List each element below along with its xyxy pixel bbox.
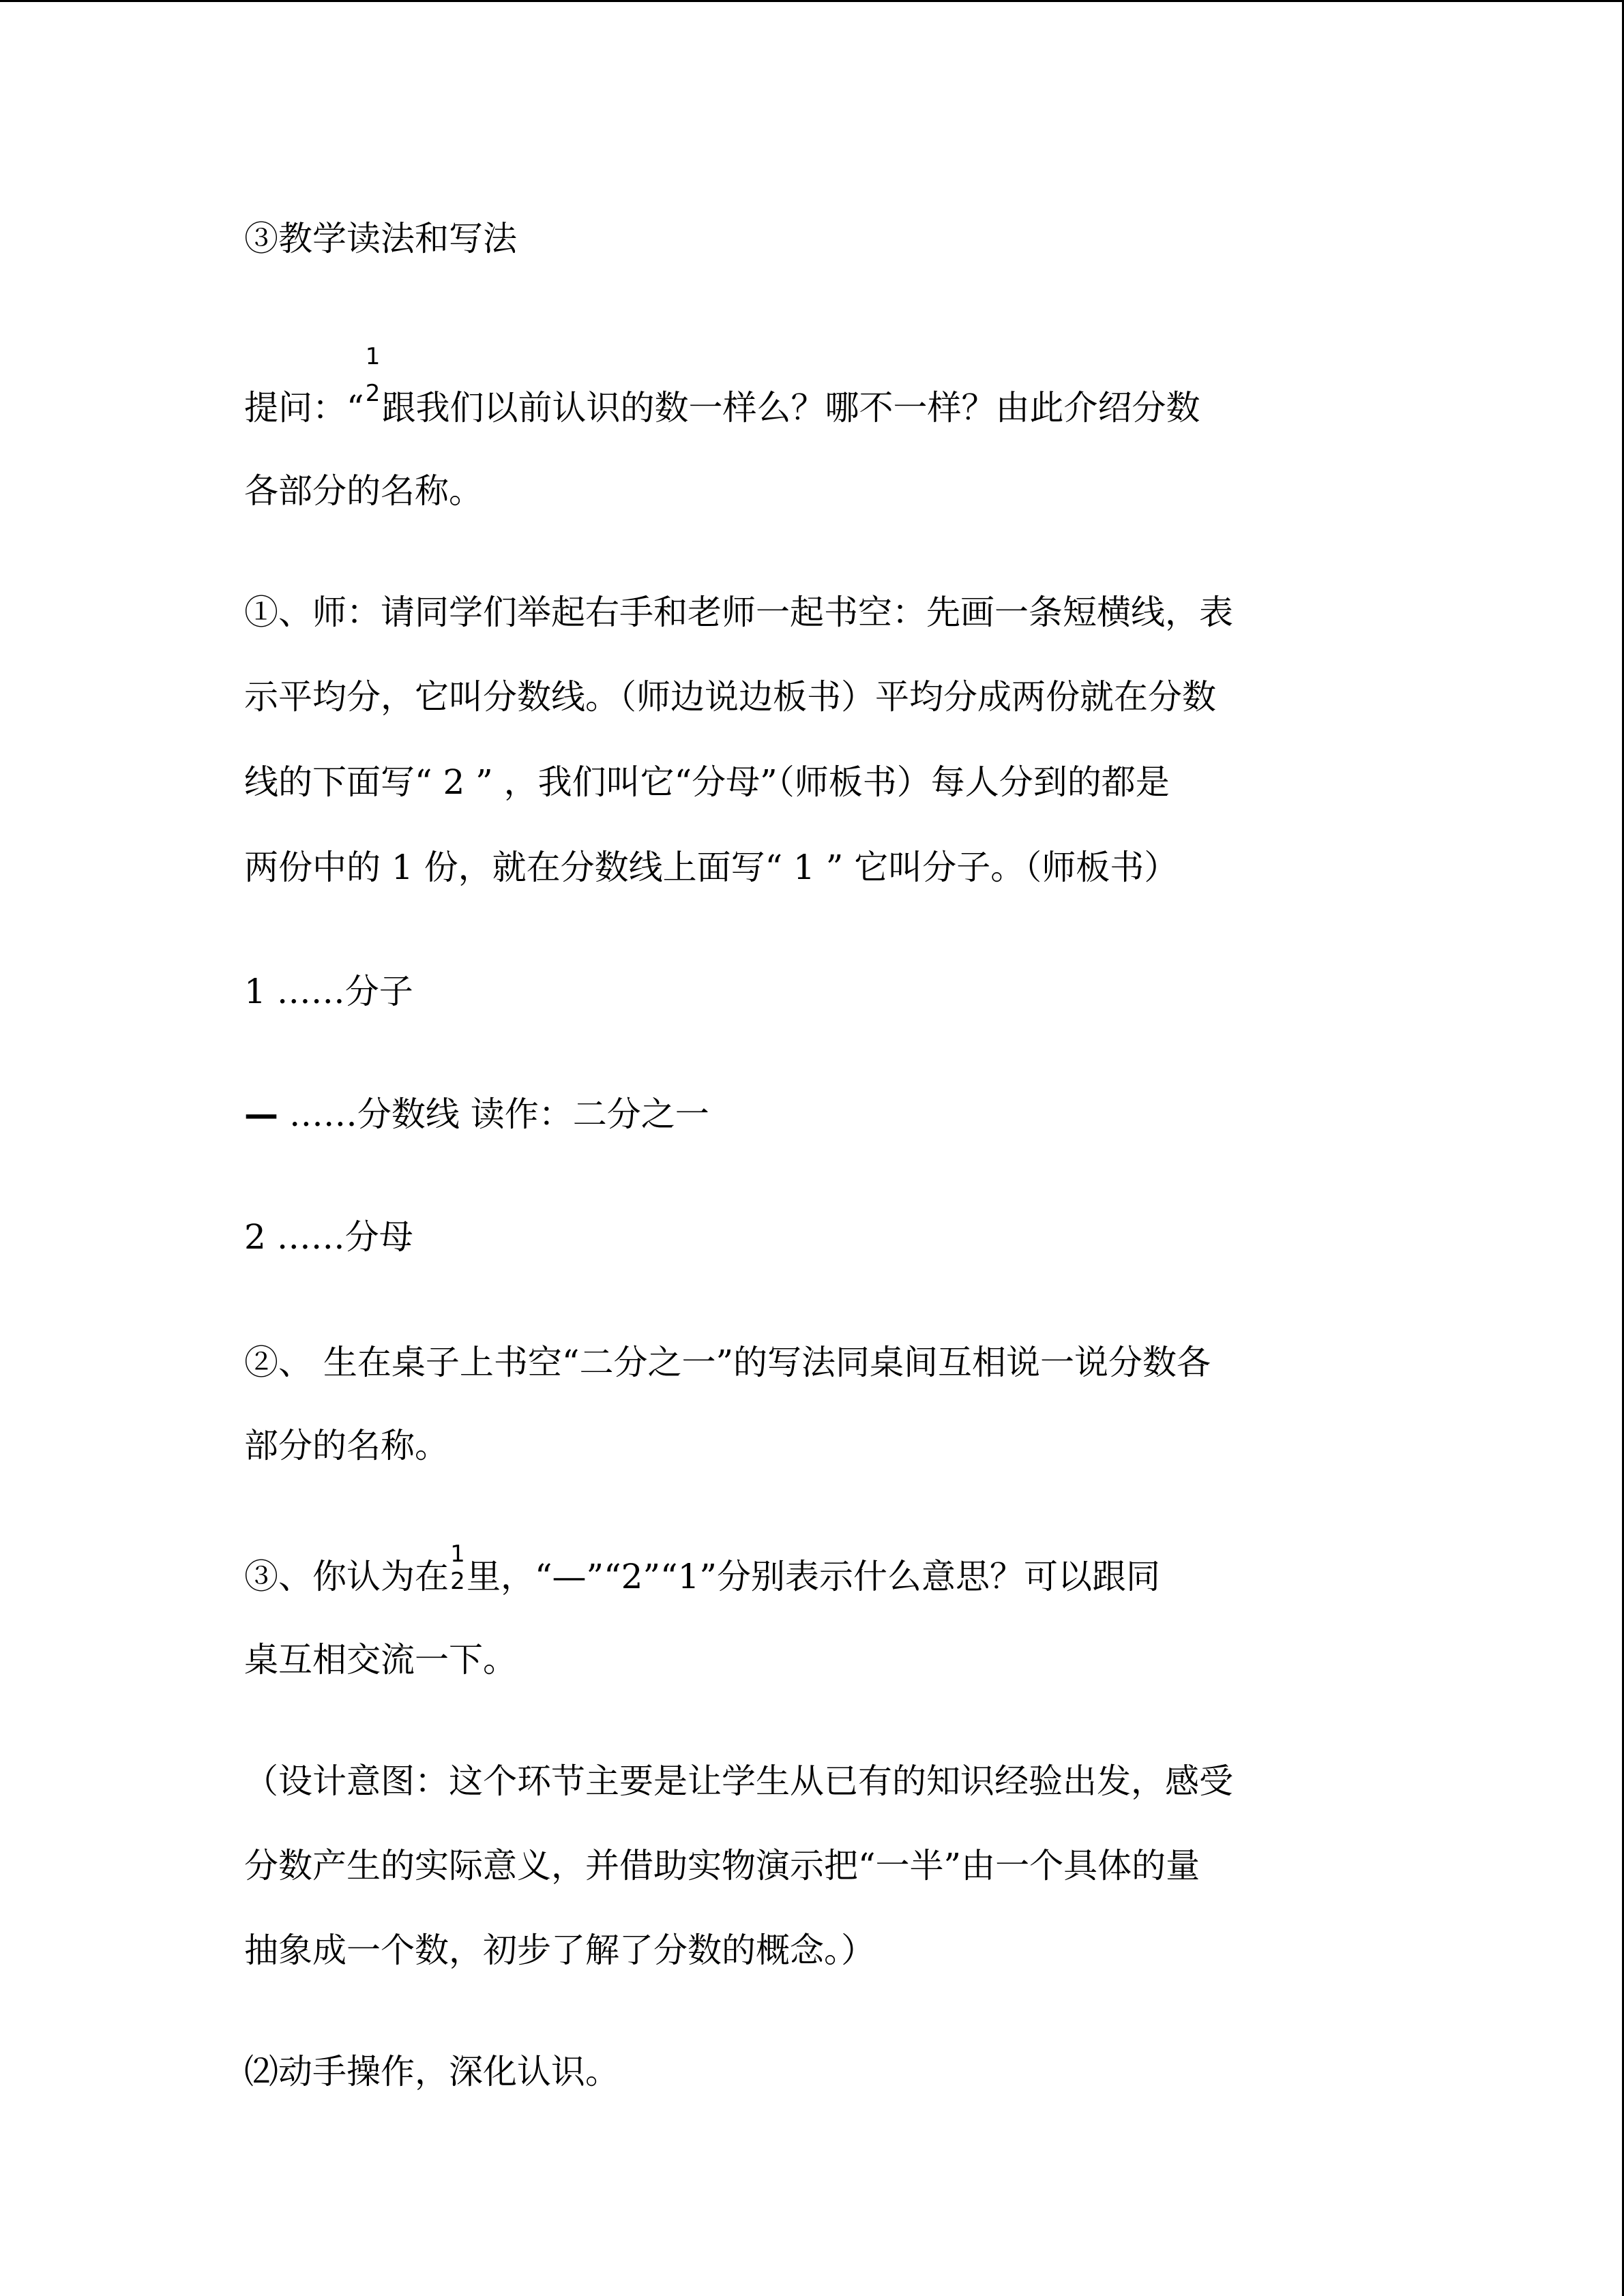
fraction-one-half-inline <box>449 1540 467 1598</box>
diagram-numerator-line: 1 ……分子 <box>244 972 413 1011</box>
fraction-denominator: 2 <box>450 1568 465 1595</box>
question-rest: 跟我们以前认识的数一样么？哪不一样？由此介绍分数 <box>381 388 1200 428</box>
design-intent-line-3: 抽象成一个数，初步了解了分数的概念。） <box>244 1930 875 1970</box>
step3-prefix: ③、你认为在 <box>244 1557 449 1596</box>
fraction-one-half <box>364 343 382 430</box>
design-intent-line-1: （设计意图：这个环节主要是让学生从已有的知识经验出发，感受 <box>244 1761 1233 1801</box>
diagram-bar-line <box>244 1092 709 1136</box>
diagram-denominator-line: 2 ……分母 <box>244 1217 413 1257</box>
question-line-2: 各部分的名称。 <box>244 471 483 511</box>
step1-line-1: ①、师：请同学们举起右手和老师一起书空：先画一条短横线，表 <box>244 593 1233 632</box>
fraction-bar-symbol: — <box>244 1094 278 1134</box>
step1-line-4: 两份中的 1 份，就在分数线上面写“ 1 ” 它叫分子。（师板书） <box>244 848 1179 887</box>
step2-line-2: 部分的名称。 <box>244 1426 449 1465</box>
fraction-numerator: 1 <box>365 343 381 370</box>
step1-line-2: 示平均分，它叫分数线。（师边说边板书）平均分成两份就在分数 <box>244 677 1216 717</box>
heading-reading-writing: ③教学读法和写法 <box>244 219 517 258</box>
top-border <box>0 0 1624 2</box>
step2-line-1: ②、 生在桌子上书空“二分之一”的写法同桌间互相说一说分数各 <box>244 1343 1211 1382</box>
step3-rest: 里，“—”“2”“1”分别表示什么意思？可以跟同 <box>467 1557 1160 1596</box>
step1-line-3: 线的下面写“ 2 ” ，我们叫它“分母”（师板书）每人分到的都是 <box>244 762 1170 802</box>
question-prefix: 提问：“ <box>244 388 364 428</box>
diagram-bar-text: ……分数线 读作：二分之一 <box>278 1094 709 1134</box>
fraction-denominator: 2 <box>365 380 381 407</box>
step3-line-1 <box>244 1540 1160 1598</box>
section-2-heading: ⑵动手操作，深化认识。 <box>244 2052 619 2091</box>
design-intent-line-2: 分数产生的实际意义，并借助实物演示把“一半”由一个具体的量 <box>244 1846 1200 1885</box>
question-line-1 <box>244 343 1200 430</box>
fraction-numerator: 1 <box>450 1540 465 1568</box>
step3-line-2: 桌互相交流一下。 <box>244 1640 517 1680</box>
